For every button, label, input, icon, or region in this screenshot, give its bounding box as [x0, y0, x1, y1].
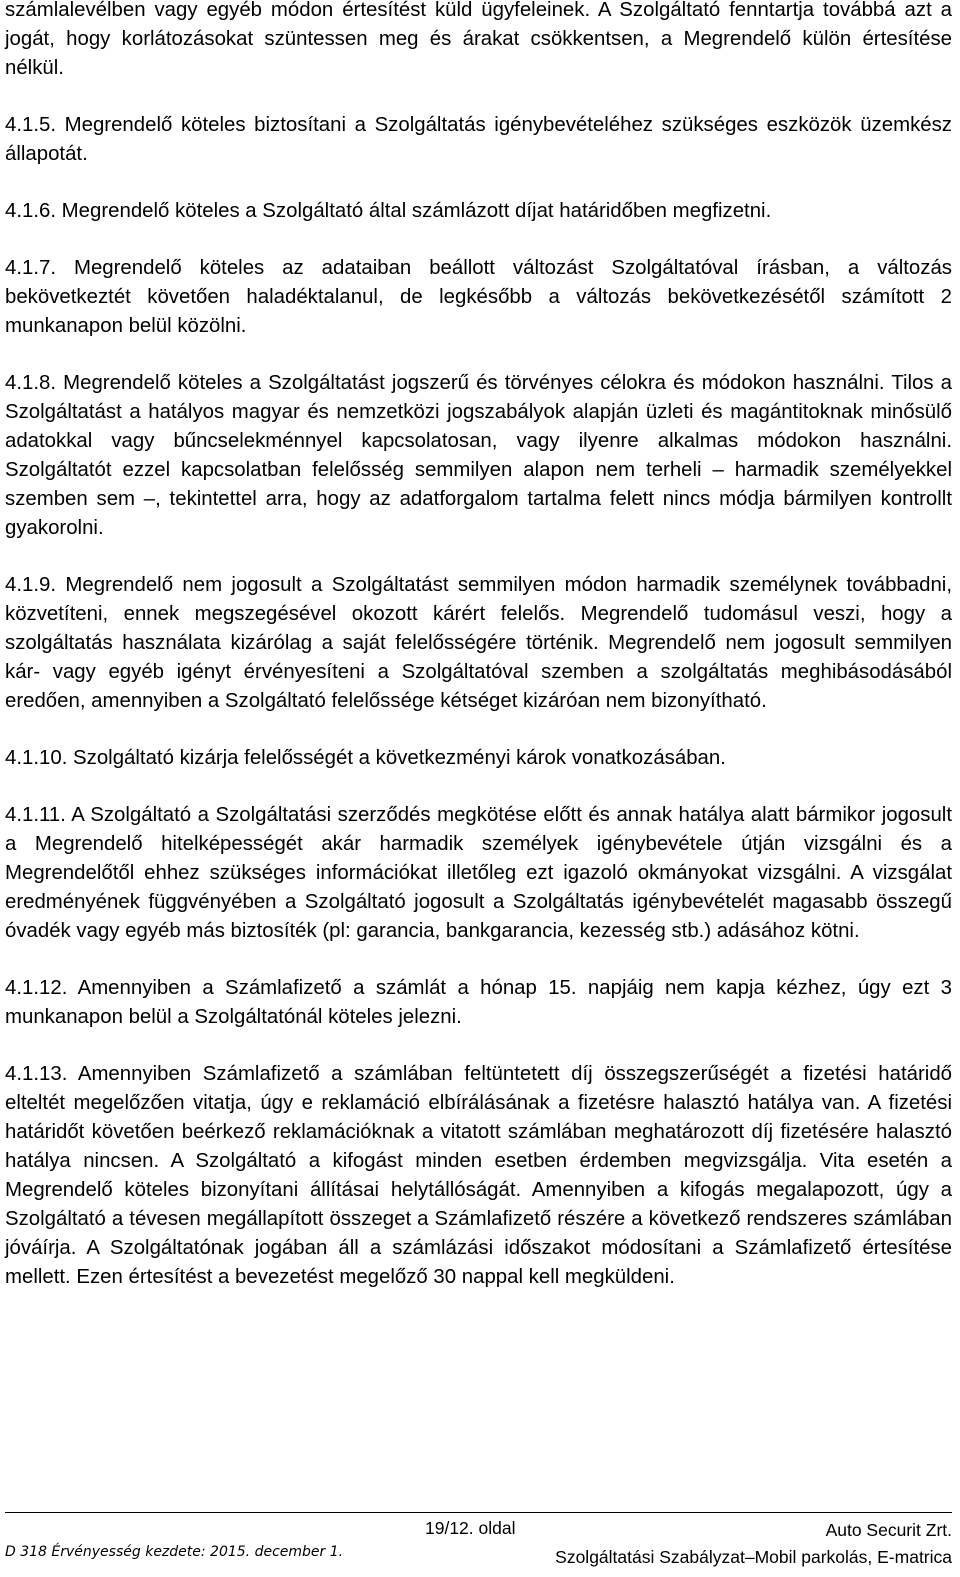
footer-validity: D 318 Érvényesség kezdete: 2015. december 1. — [5, 1544, 344, 1560]
paragraph-4-1-13: 4.1.13. Amennyiben Számlafizető a számlában feltüntetett díj összegszerűségét a fizetési határidő elteltét megelőzően vitatja, úgy e reklamáció elbírálásának a fizetésre halasztó hatálya van. A fizetési határidőt követően beérkező reklamációknak a vitatott számlában meghatározott díj fizetésére halasztó hatálya nincsen. A Szolgáltató a kifogást minden esetben érdemben megvizsgálja. Vita esetén a Megrendelő köteles bizonyítani állításai helytállóságát. Amennyiben a kifogás megalapozott, úgy a Szolgáltató a tévesen megállapított összeget a Számlafizető részére a következő rendszeres számlában jóváírja. A Szolgáltatónak jogában áll a számlázási időszakot módosítani a Számlafizető értesítése mellett. Ezen értesítést a bevezetést megelőző 30 nappal kell megküldeni. — [5, 1063, 952, 1288]
page-footer — [5, 1512, 952, 1572]
footer-right-block — [555, 1517, 952, 1571]
paragraph-4-1-12: 4.1.12. Amennyiben a Számlafizető a számlát a hónap 15. napjáig nem kapja kézhez, úgy ezt 3 munkanapon belül a Szolgáltatónál köteles jelezni. — [5, 977, 952, 1028]
paragraph-4-1-7: 4.1.7. Megrendelő köteles az adataiban beállott változást Szolgáltatóval írásban, a változás bekövetkeztét követően haladéktalanul, de legkésőbb a változás bekövetkezésétől számított 2 munkanapon belül közölni. — [5, 257, 952, 337]
paragraph-4-1-5: 4.1.5. Megrendelő köteles biztosítani a Szolgáltatás igénybevételéhez szükséges eszközök üzemkész állapotát. — [5, 114, 952, 165]
document-body — [5, 0, 952, 1320]
footer-page-number: 19/12. oldal — [425, 1518, 516, 1538]
footer-company: Auto Securit Zrt. — [825, 1520, 952, 1540]
footer-doc-title: Szolgáltatási Szabályzat–Mobil parkolás, E-matrica — [555, 1547, 952, 1567]
paragraph-4-1-6: 4.1.6. Megrendelő köteles a Szolgáltató által számlázott díjat határidőben megfizetni. — [5, 200, 772, 222]
paragraph-intro: számlalevélben vagy egyéb módon értesítést küld ügyfeleinek. A Szolgáltató fenntartja továbbá azt a jogát, hogy korlátozásokat szüntessen meg és árakat csökkentsen, a Megrendelő külön értesítése nélkül. — [5, 0, 952, 79]
paragraph-4-1-8: 4.1.8. Megrendelő köteles a Szolgáltatást jogszerű és törvényes célokra és módokon használni. Tilos a Szolgáltatást a hatályos magyar és nemzetközi jogszabályok alapján üzleti és magántitoknak minősülő adatokkal vagy bűncselekménnyel kapcsolatosan, vagy ilyenre alkalmas módokon használni. Szolgáltatót ezzel kapcsolatban felelősség semmilyen alapon nem terheli – harmadik személyekkel szemben sem –, tekintettel arra, hogy az adatforgalom tartalma felett nincs módja bármilyen kontrollt gyakorolni. — [5, 372, 952, 539]
paragraph-4-1-9: 4.1.9. Megrendelő nem jogosult a Szolgáltatást semmilyen módon harmadik személynek továbbadni, közvetíteni, ennek megszegésével okozott kárért felelős. Megrendelő tudomásul veszi, hogy a szolgáltatás használata kizárólag a saját felelősségére történik. Megrendelő nem jogosult semmilyen kár- vagy egyéb igényt érvényesíteni a Szolgáltatóval szemben a szolgáltatás meghibásodásából eredően, amennyiben a Szolgáltató felelőssége kétséget kizáróan nem bizonyítható. — [5, 574, 952, 712]
paragraph-4-1-11: 4.1.11. A Szolgáltató a Szolgáltatási szerződés megkötése előtt és annak hatálya alatt bármikor jogosult a Megrendelő hitelképességét akár harmadik személyek igénybevétele útján vizsgálni és a Megrendelőtől ehhez szükséges információkat illetőleg ezt igazoló okmányokat vizsgálni. A vizsgálat eredményének függvényében a Szolgáltató jogosult a Szolgáltatás igénybevételét magasabb összegű óvadék vagy egyéb más biztosíték (pl: garancia, bankgarancia, kezesség stb.) adásához kötni. — [5, 804, 952, 942]
footer-divider — [5, 1512, 952, 1513]
paragraph-4-1-10: 4.1.10. Szolgáltató kizárja felelősségét a következményi károk vonatkozásában. — [5, 747, 726, 769]
